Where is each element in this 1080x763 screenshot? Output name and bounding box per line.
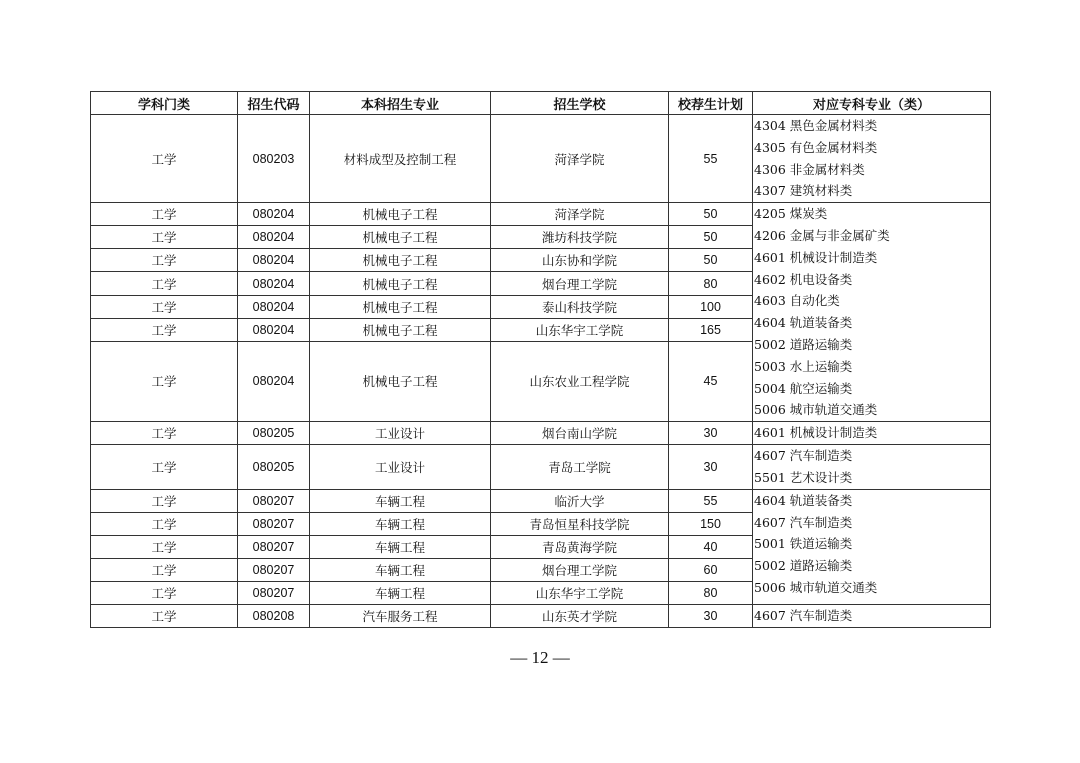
cell-category: 工学	[91, 295, 238, 318]
related-major-item: 5001 铁道运输类	[754, 536, 853, 552]
cell-code: 080204	[238, 272, 310, 295]
related-major-item: 4601 机械设计制造类	[754, 249, 878, 265]
cell-school: 山东华宇工学院	[491, 318, 669, 341]
related-major-item: 5002 道路运输类	[754, 336, 853, 352]
cell-code: 080203	[238, 115, 310, 203]
cell-related-majors	[753, 604, 991, 627]
cell-plan: 30	[669, 604, 753, 627]
cell-plan: 45	[669, 341, 753, 421]
related-major-item: 4603 自动化类	[754, 293, 840, 309]
cell-code: 080207	[238, 558, 310, 581]
cell-plan: 30	[669, 445, 753, 490]
cell-code: 080207	[238, 581, 310, 604]
cell-category: 工学	[91, 226, 238, 249]
cell-major: 车辆工程	[310, 558, 491, 581]
cell-related-majors	[753, 115, 991, 203]
cell-plan: 50	[669, 226, 753, 249]
cell-school: 泰山科技学院	[491, 295, 669, 318]
cell-plan: 50	[669, 203, 753, 226]
table-row	[91, 203, 991, 226]
cell-school: 潍坊科技学院	[491, 226, 669, 249]
cell-school: 菏泽学院	[491, 203, 669, 226]
cell-category: 工学	[91, 445, 238, 490]
cell-related-majors	[753, 445, 991, 490]
cell-major: 汽车服务工程	[310, 604, 491, 627]
related-major-item: 4307 建筑材料类	[754, 183, 853, 199]
cell-major: 车辆工程	[310, 512, 491, 535]
cell-category: 工学	[91, 512, 238, 535]
cell-category: 工学	[91, 489, 238, 512]
related-major-item: 4305 有色金属材料类	[754, 139, 878, 155]
cell-code: 080207	[238, 535, 310, 558]
cell-code: 080204	[238, 318, 310, 341]
related-major-item: 5002 道路运输类	[754, 558, 853, 574]
header-category: 学科门类	[91, 92, 238, 115]
cell-school: 菏泽学院	[491, 115, 669, 203]
cell-plan: 100	[669, 295, 753, 318]
related-major-item: 4602 机电设备类	[754, 271, 853, 287]
cell-major: 车辆工程	[310, 581, 491, 604]
table-row	[91, 489, 991, 512]
cell-school: 临沂大学	[491, 489, 669, 512]
cell-code: 080205	[238, 445, 310, 490]
related-major-item: 5004 航空运输类	[754, 380, 853, 396]
related-major-item: 5003 水上运输类	[754, 358, 853, 374]
cell-school: 青岛黄海学院	[491, 535, 669, 558]
cell-major: 工业设计	[310, 445, 491, 490]
related-major-item: 4607 汽车制造类	[754, 448, 853, 464]
table-row	[91, 422, 991, 445]
cell-major: 机械电子工程	[310, 341, 491, 421]
cell-school: 青岛恒星科技学院	[491, 512, 669, 535]
related-major-item: 5006 城市轨道交通类	[754, 579, 878, 595]
cell-code: 080205	[238, 422, 310, 445]
cell-code: 080204	[238, 249, 310, 272]
table-row	[91, 445, 991, 490]
cell-school: 烟台南山学院	[491, 422, 669, 445]
cell-plan: 50	[669, 249, 753, 272]
cell-major: 机械电子工程	[310, 318, 491, 341]
cell-related-majors	[753, 203, 991, 422]
cell-school: 山东农业工程学院	[491, 341, 669, 421]
cell-major: 机械电子工程	[310, 203, 491, 226]
cell-code: 080207	[238, 512, 310, 535]
cell-category: 工学	[91, 203, 238, 226]
header-related-majors: 对应专科专业（类）	[753, 92, 991, 115]
cell-plan: 30	[669, 422, 753, 445]
cell-major: 机械电子工程	[310, 272, 491, 295]
related-major-item: 4304 黑色金属材料类	[754, 118, 878, 133]
cell-plan: 55	[669, 115, 753, 203]
cell-plan: 40	[669, 535, 753, 558]
cell-school: 山东英才学院	[491, 604, 669, 627]
cell-major: 机械电子工程	[310, 295, 491, 318]
cell-category: 工学	[91, 604, 238, 627]
cell-plan: 150	[669, 512, 753, 535]
related-major-item: 5501 艺术设计类	[754, 469, 853, 485]
cell-school: 青岛工学院	[491, 445, 669, 490]
cell-major: 车辆工程	[310, 535, 491, 558]
cell-school: 山东协和学院	[491, 249, 669, 272]
cell-category: 工学	[91, 115, 238, 203]
cell-code: 080208	[238, 604, 310, 627]
cell-related-majors	[753, 422, 991, 445]
cell-major: 车辆工程	[310, 489, 491, 512]
table-row	[91, 115, 991, 203]
cell-category: 工学	[91, 272, 238, 295]
header-major: 本科招生专业	[310, 92, 491, 115]
related-major-item: 4604 轨道装备类	[754, 315, 853, 331]
related-major-item: 4601 机械设计制造类	[754, 425, 878, 441]
cell-category: 工学	[91, 249, 238, 272]
related-major-item: 4206 金属与非金属矿类	[754, 227, 890, 243]
cell-category: 工学	[91, 341, 238, 421]
cell-school: 烟台理工学院	[491, 558, 669, 581]
cell-plan: 165	[669, 318, 753, 341]
cell-related-majors	[753, 489, 991, 604]
cell-plan: 80	[669, 581, 753, 604]
cell-school: 烟台理工学院	[491, 272, 669, 295]
cell-code: 080204	[238, 203, 310, 226]
cell-category: 工学	[91, 422, 238, 445]
cell-major: 材料成型及控制工程	[310, 115, 491, 203]
cell-plan: 55	[669, 489, 753, 512]
table-row	[91, 604, 991, 627]
cell-code: 080204	[238, 226, 310, 249]
cell-category: 工学	[91, 318, 238, 341]
cell-category: 工学	[91, 581, 238, 604]
related-major-item: 5006 城市轨道交通类	[754, 402, 878, 418]
related-major-item: 4604 轨道装备类	[754, 492, 853, 508]
cell-category: 工学	[91, 535, 238, 558]
cell-plan: 80	[669, 272, 753, 295]
cell-school: 山东华宇工学院	[491, 581, 669, 604]
cell-category: 工学	[91, 558, 238, 581]
cell-major: 工业设计	[310, 422, 491, 445]
cell-code: 080204	[238, 341, 310, 421]
header-plan: 校荐生计划	[669, 92, 753, 115]
related-major-item: 4205 煤炭类	[754, 206, 828, 222]
header-row	[91, 92, 991, 115]
cell-major: 机械电子工程	[310, 226, 491, 249]
page-number: — 12 —	[510, 648, 570, 667]
header-code: 招生代码	[238, 92, 310, 115]
cell-major: 机械电子工程	[310, 249, 491, 272]
related-major-item: 4607 汽车制造类	[754, 607, 853, 623]
header-school: 招生学校	[491, 92, 669, 115]
enrollment-table	[90, 91, 991, 628]
cell-code: 080204	[238, 295, 310, 318]
related-major-item: 4607 汽车制造类	[754, 514, 853, 530]
cell-code: 080207	[238, 489, 310, 512]
related-major-item: 4306 非金属材料类	[754, 161, 865, 177]
cell-plan: 60	[669, 558, 753, 581]
